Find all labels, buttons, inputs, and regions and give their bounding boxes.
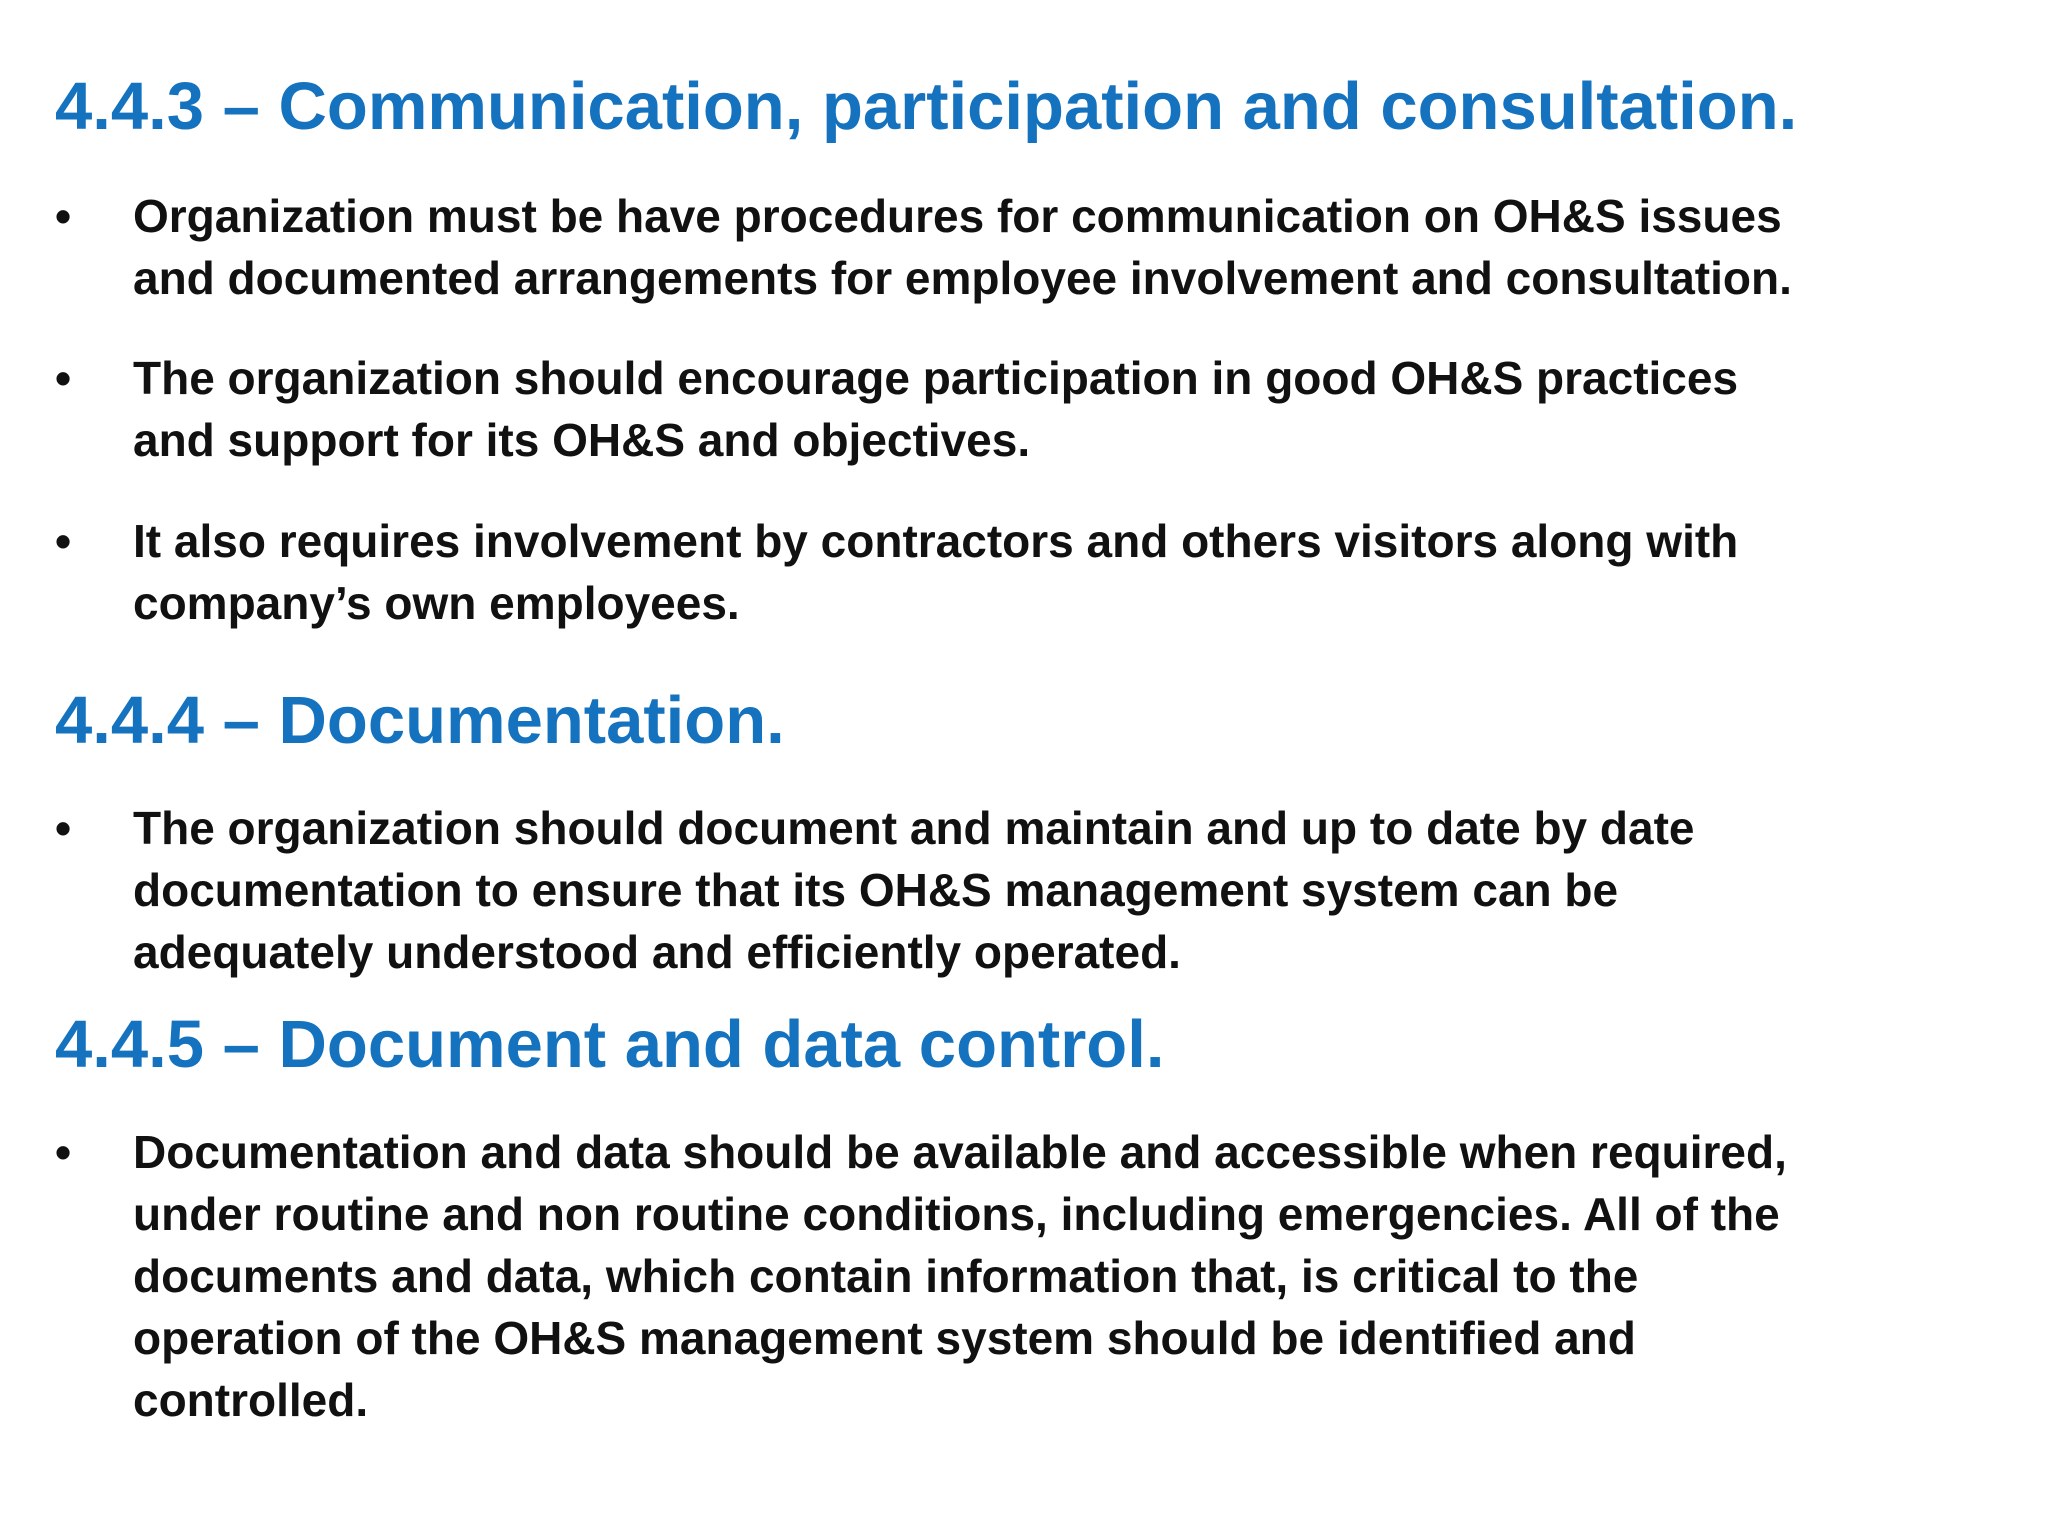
bullet-text: It also requires involvement by contractors and others visitors along with company’s own employees. xyxy=(133,515,1739,629)
bullet-dot: • xyxy=(55,515,72,567)
bullet-text: The organization should document and maintain and up to date by date documentation to ensure that its OH&S management system can be adequately understood and efficiently operated. xyxy=(133,802,1695,978)
bullet-dot: • xyxy=(55,352,72,404)
bullet-dot: • xyxy=(55,1126,72,1178)
bullet-item xyxy=(55,347,2030,471)
bullet-text: Documentation and data should be available and accessible when required, under routine and non routine conditions, including emergencies. All of the documents and data, which contain information that, is critical to the operation of the OH&S management system should be identified and controlled. xyxy=(133,1126,1787,1426)
heading-documentation: 4.4.4 – Documentation. xyxy=(55,683,785,758)
bullet-item xyxy=(55,1121,2030,1431)
bullet-item xyxy=(55,797,2030,983)
heading-communication: 4.4.3 – Communication, participation and consultation. xyxy=(55,69,1798,144)
heading-document-data-control: 4.4.5 – Document and data control. xyxy=(55,1007,1165,1082)
bullet-dot: • xyxy=(55,802,72,854)
bullet-item xyxy=(55,185,2030,309)
bullet-item xyxy=(55,510,2030,634)
bullet-text: Organization must be have procedures for communication on OH&S issues and documented arrangements for employee involvement and consultation. xyxy=(133,190,1792,304)
bullet-text: The organization should encourage participation in good OH&S practices and support for its OH&S and objectives. xyxy=(133,352,1739,466)
bullet-dot: • xyxy=(55,190,72,242)
